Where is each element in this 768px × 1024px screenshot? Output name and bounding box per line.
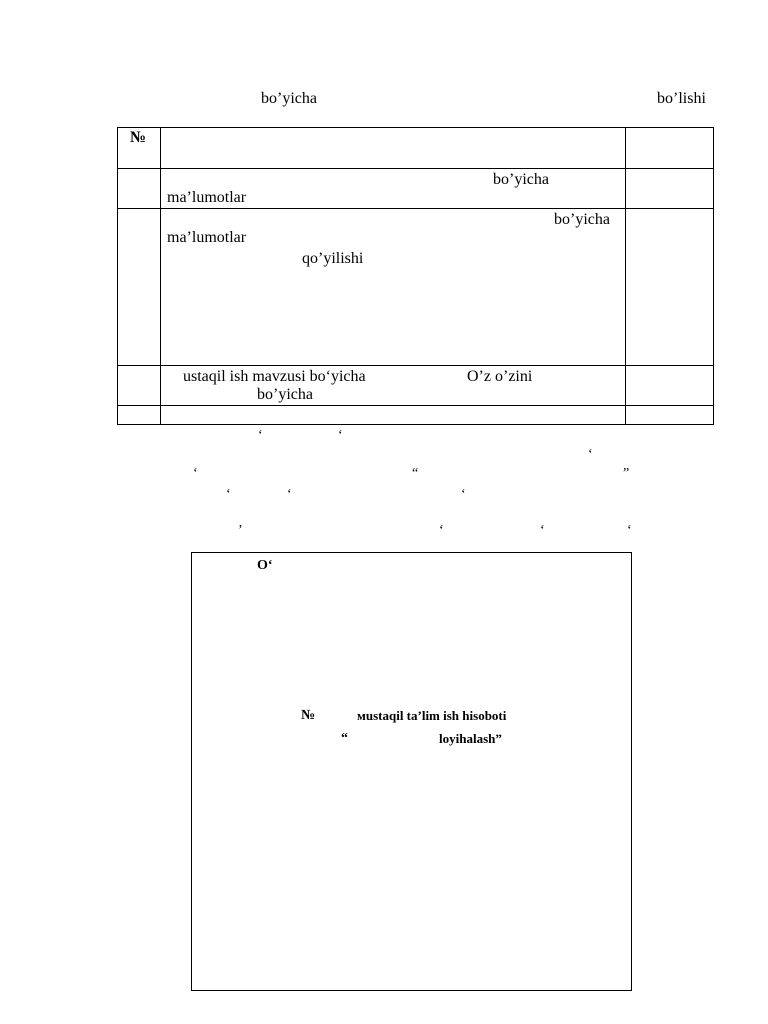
table-row3-line2: ma’lumotlar — [167, 229, 247, 246]
table-row4-line1a: ustaqil ish mavzusi bo‘yicha — [183, 368, 366, 385]
table-column-divider — [625, 128, 626, 424]
stray-mark: ” — [623, 466, 630, 481]
table-row2-line1: bo’yicha — [493, 171, 549, 188]
cover-top-label: O‘ — [257, 558, 273, 573]
table-row4-line1b: O’z o’zini — [467, 368, 533, 385]
table-row3-line1: bo’yicha — [554, 211, 610, 228]
table-row-divider — [118, 168, 713, 169]
stray-mark: ‘ — [627, 523, 632, 538]
stray-mark: ’ — [238, 523, 243, 538]
table-row-divider — [118, 208, 713, 209]
table-number-header: № — [130, 129, 147, 146]
stray-mark: ‘ — [193, 466, 198, 481]
header-right-text: bo’lishi — [657, 90, 706, 107]
stray-mark: ‘ — [287, 487, 292, 502]
stray-mark: ‘ — [338, 428, 343, 443]
stray-mark: “ — [412, 466, 419, 481]
header-left-text: bo’yicha — [261, 90, 317, 107]
stray-mark: ‘ — [258, 428, 263, 443]
stray-mark: ‘ — [226, 487, 231, 502]
stray-mark: ‘ — [588, 447, 593, 462]
table-column-divider — [160, 128, 161, 424]
cover-page-box — [191, 552, 632, 991]
table-row2-line2: ma’lumotlar — [167, 189, 247, 206]
stray-mark: ‘ — [540, 523, 545, 538]
cover-number-symbol: № — [301, 708, 316, 723]
stray-mark: ‘ — [461, 487, 466, 502]
table-row-divider — [118, 365, 713, 366]
table-row-divider — [118, 405, 713, 406]
cover-subtitle: loyihalash” — [439, 731, 502, 746]
cover-open-quote: “ — [341, 731, 348, 746]
table-row4-line2: bo’yicha — [257, 386, 313, 403]
cover-report-title: мustaqil ta’lim ish hisoboti — [357, 708, 507, 723]
stray-mark: ‘ — [439, 523, 444, 538]
table-row3-line3: qo’yilishi — [302, 250, 364, 267]
